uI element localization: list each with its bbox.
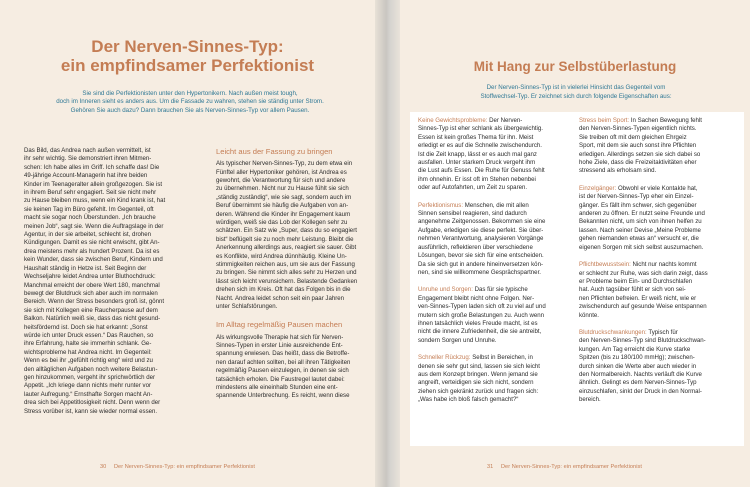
property-text: Engagement bleibt nicht ohne Folgen. Ner-	[418, 294, 535, 302]
text-line	[418, 167, 578, 175]
property-text: er Probleme beim Ein- und Durchschlafen	[579, 277, 693, 285]
text-line	[418, 303, 578, 311]
text-line	[579, 185, 739, 193]
text-line	[579, 218, 739, 226]
property-text: stressend als erholsam sind.	[579, 167, 657, 175]
property-text: gänger. Es fällt ihm schwer, sich gegenüber	[579, 201, 697, 209]
property-block	[579, 329, 739, 405]
text-line: 49-jährige Account-Managerin hat ihre beiden	[24, 172, 148, 180]
text-line	[418, 337, 578, 345]
property-text: lassen. Nach seiner Devise „Meine Probleme	[579, 226, 701, 234]
text-line: „ständig zuständig“, wie sie sagt, sondern auch im	[216, 193, 352, 201]
text-line	[579, 117, 739, 125]
text-line	[579, 354, 739, 362]
text-line	[579, 346, 739, 354]
text-line	[418, 142, 578, 150]
text-line: Das Bild, das Andrea nach außen vermittelt, ist	[24, 147, 151, 154]
property-block	[418, 117, 578, 193]
property-keyword: Blutdruckschwankungen:	[579, 328, 647, 336]
text-line: Appetit. „Ich kriege dann nichts mehr runter vor	[24, 382, 152, 390]
property-text: ven-Sinnes-Typen laden sich oft zu viel auf und	[418, 303, 546, 311]
property-text: Das für sie typische	[472, 286, 528, 294]
text-line: lässt sich leicht verunsichern. Belastende Gedanken	[216, 277, 358, 285]
right-page-footer	[487, 464, 642, 470]
property-text: ihm ohnehin. Er isst oft im Stehen nebenbei	[418, 175, 536, 183]
property-text: Der Nerven-	[487, 117, 523, 124]
text-line	[418, 117, 578, 125]
text-line	[579, 371, 739, 379]
text-line: ihr sehr wichtig. Sie demonstriert ihren Mitmen-	[24, 155, 152, 163]
left-page-lead	[14, 90, 366, 115]
running-footer: Der Nerven-Sinnes-Typ: ein empfindsamer Perfektionist	[113, 464, 255, 470]
text-line	[579, 210, 739, 218]
text-line	[579, 270, 739, 278]
property-text: Da sie sich gut in andere hineinversetzen kön-	[418, 260, 543, 268]
text-line: würdigen, weiß sie das Lob der Kollegen sehr zu	[216, 218, 348, 226]
property-text: Sinnes-Typ ist eher schlank als übergewichtig.	[418, 125, 543, 133]
property-text: er schlecht zur Ruhe, was sich darin zeigt, dass	[579, 269, 708, 277]
text-line: den alltäglichen Aufgaben noch weitere Belastun-	[24, 365, 158, 373]
text-line: drea sich bei Appetitlosigkeit nicht. Denn wenn der	[24, 399, 161, 407]
text-line	[579, 286, 739, 294]
lead-line: Gehören Sie auch dazu? Dann brauchen Sie als Nerven-Sinnes-Typ vor allem Pausen.	[70, 106, 310, 114]
property-text: durch sinken die Werte aber auch wieder in	[579, 362, 697, 370]
text-line: drea meistens mehr als hundert Prozent. Da ist es	[24, 247, 160, 255]
property-text: Spitzen (bis zu 180/100 mmHg); zwischen-	[579, 354, 695, 362]
text-line: sie keinen Tag im Büro gefehlt. Im Gegenteil, oft	[24, 205, 154, 213]
text-line: gen hinzukommen, vergeht ihr sprichwörtlich der	[24, 373, 156, 381]
text-line	[418, 363, 578, 371]
text-line: schätzen. Ein Satz wie „Super, dass du so engagiert	[216, 227, 357, 235]
text-line	[418, 159, 578, 167]
text-line	[418, 295, 578, 303]
paragraph-fassung	[216, 160, 376, 311]
text-line: Wechseljahre leidet Andrea unter Bluthochdruck:	[24, 273, 156, 281]
property-text: ähnlich. Gelingt es dem Nerven-Sinnes-Typ	[579, 379, 697, 387]
text-line	[579, 261, 739, 269]
text-line	[579, 278, 739, 286]
property-text: Lösungen, bevor sie sich für eine entscheiden.	[418, 252, 544, 260]
text-line	[579, 379, 739, 387]
text-line	[418, 312, 578, 320]
text-line	[579, 363, 739, 371]
right-column-2	[579, 117, 739, 414]
property-text: Nicht nur nachts kommt	[630, 261, 697, 269]
running-footer: Der Nerven-Sinnes-Typ: ein empfindsamer Perfektionist	[500, 464, 642, 470]
property-keyword: Perfektionismus:	[418, 201, 464, 209]
property-keyword: Einzelgänger:	[579, 184, 617, 192]
text-line	[579, 329, 739, 337]
text-line: Als typischer Nerven-Sinnes-Typ, zu dem etwa ein	[216, 160, 353, 168]
text-line: spannende Unterbrechung. Es reicht, wenn diese	[216, 392, 350, 400]
property-text: erledigt er es auf die Schnelle zwischendurch.	[418, 142, 542, 150]
property-text: erledigen. Allerdings setzen sie sich dabei so	[579, 150, 701, 158]
text-line: kein Wunder, dass sie zwischen Beruf, Kindern und	[24, 256, 163, 264]
text-line	[579, 303, 739, 311]
text-line: Kündigungen. Damit es sie nicht erwischt, gibt An-	[24, 239, 160, 247]
text-line: Balkon. Natürlich weiß sie, dass das nicht gesund-	[24, 315, 161, 323]
property-text: oder auf Autofahrten, um Zeit zu sparen.	[418, 184, 528, 192]
text-line	[579, 312, 739, 320]
property-text: den Normalbereich. Nachts verläuft die Kurve	[579, 370, 702, 378]
text-line: schen: Ich habe alles im Griff. Ich schaffe das! Die	[24, 163, 160, 171]
property-keyword: Schneller Rückzug:	[418, 354, 471, 362]
text-line: Sinnes-Typen in erster Linie ausreichende Ent-	[216, 341, 343, 349]
text-line	[579, 125, 739, 133]
text-line: Als wirkungsvolle Therapie hat sich für Nerven-	[216, 333, 344, 341]
property-text: Aufgabe, erledigen sie diese perfekt. Sie über-	[418, 226, 544, 234]
property-text: „Was habe ich bloß falsch gemacht?“	[418, 396, 519, 404]
text-line: sie sich mit Kollegen eine Raucherpause auf dem	[24, 306, 158, 314]
right-page-title: Mit Hang zur Selbstüberlastung	[473, 59, 677, 74]
property-text: gehen niemanden etwas an“ versucht er, die	[579, 235, 699, 243]
property-text: Sie treiben oft mit dem gleichen Ehrgeiz	[579, 133, 687, 141]
text-line: lauter Aufregung.“ Ernsthafte Sorgen macht An-	[24, 390, 153, 398]
text-line: Wenn es bei ihr „gefühlt richtig eng“ wird und zu	[24, 357, 153, 365]
property-keyword: Stress beim Sport:	[579, 117, 630, 124]
text-line: es Konflikte, wird Andrea dünnhäutig. Kleine Un-	[216, 252, 347, 260]
property-block	[418, 286, 578, 345]
text-line	[418, 261, 578, 269]
left-title-line2: ein empfindsamer Perfektionist	[60, 55, 315, 75]
text-line: heitsfördernd ist. Doch sie hat erkannt: „Sonst	[24, 323, 148, 331]
text-line: Kinder im Teenageralter allein großgezogen. Sie ist	[24, 180, 163, 188]
text-line: bewegt der Blutdruck sich aber auch im normalen	[24, 289, 158, 297]
property-text: mutern sich große Belastungen zu. Auch wenn	[418, 311, 545, 319]
subheading-pausen: Im Alltag regelmäßig Pausen machen	[216, 320, 343, 330]
property-text: zwischendurch auf gesunde Weise entspannen	[579, 303, 707, 311]
property-text: nehmen Verantwortung, analysieren Vorgänge	[418, 235, 544, 243]
text-line: stimmigkeiten reichen aus, um sie aus der Fassung	[216, 260, 355, 268]
text-line	[418, 134, 578, 142]
text-line	[418, 218, 578, 226]
text-line: unter Schlafstörungen.	[216, 303, 278, 311]
property-block	[418, 354, 578, 404]
page-number: 31	[487, 464, 494, 470]
property-text: anderen zu öffnen. Er nutzt seine Freunde und	[579, 210, 705, 218]
text-line	[579, 337, 739, 345]
text-line	[579, 396, 739, 404]
property-block	[579, 185, 739, 252]
property-text: nen Pflichten befreien. Er weiß nicht, wie er	[579, 294, 697, 302]
text-line	[579, 227, 739, 235]
lead-line: Stoffwechsel-Typ. Er zeichnet sich durch folgende Eigenschaften aus:	[480, 92, 672, 100]
text-line	[579, 134, 739, 142]
right-page-lead	[408, 84, 744, 101]
property-text: Sport, mit dem sie auch sonst ihre Pflichten	[579, 142, 697, 150]
property-text: einzuschlafen, sinkt der Druck in den Normal-	[579, 387, 702, 395]
property-text: Selbst in Bereichen, in	[470, 354, 533, 362]
text-line: bist“ beflügelt sie zu noch mehr Leistung. Bleibt die	[216, 235, 354, 243]
property-text: denen sie sehr gut sind, lassen sie sich leicht	[418, 362, 540, 370]
text-line: nen darauf achten sollten, bei all ihren Tätigkeiten	[216, 358, 351, 366]
text-line	[418, 328, 578, 336]
text-line	[418, 176, 578, 184]
text-line: Beruf übernimmt sie häufig die Aufgaben von an-	[216, 202, 349, 210]
text-line	[418, 252, 578, 260]
text-line: zu übernehmen. Nicht nur zu Hause fühlt sie sich	[216, 185, 349, 193]
property-text: ihnen tatsächlich vieles Freude macht, ist es	[418, 319, 538, 327]
text-line	[418, 244, 578, 252]
property-text: hohe Ziele, dass die Freizeitaktivitäten eher	[579, 159, 697, 167]
text-line: deren. Während die Kinder ihr Engagement kaum	[216, 210, 351, 218]
lead-line: Sie sind die Perfektionisten unter den Hypertonikern. Nach außen meist tough,	[82, 90, 298, 97]
text-line	[418, 396, 578, 404]
text-line: Nacht. Andrea leidet schon seit ein paar Jahren	[216, 294, 345, 302]
text-line	[579, 202, 739, 210]
property-text: nicht die innere Zufriedenheit, die sie antreibt,	[418, 328, 542, 336]
text-line	[418, 371, 578, 379]
text-line: spannung erwiesen. Das heißt, dass die Betroffe-	[216, 350, 350, 358]
text-line	[579, 235, 739, 243]
text-line	[418, 388, 578, 396]
property-text: Obwohl er viele Kontakte hat,	[616, 184, 698, 192]
left-page-title	[0, 38, 375, 75]
property-text: Bekannten nicht, um sich von ihnen helfen zu	[579, 218, 702, 226]
text-line	[418, 202, 578, 210]
text-line	[579, 193, 739, 201]
text-line: Haushalt ständig in Hetze ist. Seit Beginn der	[24, 264, 147, 272]
text-line: würde ich unter Druck essen.“ Das Rauchen, so	[24, 331, 154, 339]
lead-line: Der Nerven-Sinnes-Typ ist in vielerlei Hinsicht das Gegenteil vom	[486, 84, 666, 91]
left-title-line1: Der Nerven-Sinnes-Typ:	[91, 37, 284, 56]
text-line: Manchmal erreicht der obere Wert 180, manchmal	[24, 281, 160, 289]
text-line: wichtsprobleme hat Andrea nicht. Im Gegenteil:	[24, 348, 152, 356]
text-line: Stress vorüber ist, kann sie wieder normal essen.	[24, 407, 158, 415]
left-column-2	[216, 147, 376, 401]
text-line	[579, 388, 739, 396]
property-text: Menschen, die mit allen	[463, 201, 529, 209]
text-line	[418, 125, 578, 133]
property-text: eigenen Sorgen mit sich selbst auszumachen.	[579, 243, 704, 251]
property-text: Essen ist kein großes Thema für ihn. Meist	[418, 133, 534, 141]
text-line	[579, 244, 739, 252]
text-line: Agentur, in der sie arbeitet, schlecht ist, drohen	[24, 231, 152, 239]
text-line	[418, 227, 578, 235]
text-line: Bereich. Wenn der Stress besonders groß ist, gönnt	[24, 298, 165, 306]
text-line: Fünftel aller Hypertoniker gehören, ist Andrea es	[216, 168, 347, 176]
text-line: gewohnt, die Verantwortung für sich und andere	[216, 176, 346, 184]
text-line	[579, 167, 739, 175]
property-text: In Sachen Bewegung fehlt	[629, 117, 702, 124]
property-text: ausfallen. Unter starkem Druck vergeht ihm	[418, 159, 536, 167]
text-line	[418, 269, 578, 277]
left-page-footer	[100, 464, 255, 470]
text-line: zu Hause bleiben muss, wenn ein Kind krank ist, hat	[24, 197, 166, 205]
text-line: zu bringen. Sie nimmt sich alles sehr zu Herzen und	[216, 269, 357, 277]
lead-line: doch im Inneren sieht es anders aus. Um die Fassade zu wahren, stehen sie ständig unter Strom.	[56, 98, 324, 106]
text-line	[418, 151, 578, 159]
property-block	[579, 261, 739, 320]
property-text: hat. Auch tagsüber fühlt er sich von sei-	[579, 286, 686, 294]
text-line: meinen Job“, sagt sie. Wenn die Auftragslage in der	[24, 222, 164, 230]
property-block	[579, 117, 739, 176]
text-line: regelmäßig Pausen einzulegen, in denen sie sich	[216, 367, 349, 375]
property-text: sondern Sorgen und Unruhe.	[418, 336, 497, 344]
text-line	[418, 210, 578, 218]
text-line	[418, 320, 578, 328]
property-text: Ist die Zeit knapp, lässt er es auch mal ganz	[418, 150, 537, 158]
page-number: 30	[100, 464, 107, 470]
property-text: ist der Nerven-Sinnes-Typ eher ein Einzel-	[579, 193, 694, 201]
text-line	[418, 286, 578, 294]
property-text: könnte.	[579, 311, 599, 319]
left-column-1	[24, 147, 194, 416]
text-line	[418, 354, 578, 362]
text-line	[579, 151, 739, 159]
text-line: tatsächlich erholen. Die Faustregel lautet dabei:	[216, 375, 345, 383]
property-text: angreift, verteidigen sie sich nicht, sondern	[418, 379, 534, 387]
property-text: nen, sind sie willkommene Gesprächspartner.	[418, 268, 541, 276]
text-line: drehen sich im Kreis. Oft hat das Folgen bis in die	[216, 286, 351, 294]
text-line	[418, 184, 578, 192]
property-text: den Nerven-Sinnes-Typen eigentlich nichts.	[579, 125, 697, 133]
text-line	[579, 295, 739, 303]
property-text: bereich.	[579, 396, 601, 404]
text-line	[579, 159, 739, 167]
property-block	[418, 202, 578, 278]
right-column-1	[418, 117, 578, 414]
property-keyword: Pflichtbewusstsein:	[579, 261, 631, 269]
property-text: Sinnen sensibel reagieren, sind dadurch	[418, 210, 527, 218]
property-text: aus dem Konzept bringen. Wenn jemand sie	[418, 370, 538, 378]
text-line	[418, 235, 578, 243]
text-line	[579, 142, 739, 150]
text-line: mindestens alle eineinhalb Stunden eine ent-	[216, 383, 338, 391]
text-line: Anerkennung allerdings aus, reagiert sie sauer. Gibt	[216, 244, 357, 252]
book-gutter	[375, 0, 400, 487]
property-text: ziehen sich gekränkt zurück und fragen sich:	[418, 387, 539, 395]
property-text: ausführlich, reflektieren über verschiedene	[418, 243, 533, 251]
property-text: die Lust aufs Essen. Die Ruhe für Genuss fehlt	[418, 167, 545, 175]
property-text: den Nerven-Sinnes-Typ sind Blutdruckschwan-	[579, 337, 706, 345]
property-keyword: Unruhe und Sorgen:	[418, 286, 473, 294]
property-text: angenehme Zeitgenossen. Bekommen sie eine	[418, 218, 546, 226]
text-line: macht sie sogar noch Überstunden. „Ich brauche	[24, 214, 156, 222]
property-keyword: Keine Gewichtsprobleme:	[418, 117, 488, 124]
text-line: ihre Erfahrung, halte sie immerhin schlank. Ge-	[24, 340, 152, 348]
text-line	[418, 379, 578, 387]
property-text: Typisch für	[646, 328, 678, 336]
property-text: kungen. Am Tag erreicht die Kurve starke	[579, 345, 691, 353]
paragraph-pausen	[216, 334, 376, 401]
text-line: in ihrem Beruf sehr engagiert. Seit sie nicht mehr	[24, 189, 157, 197]
subheading-fassung: Leicht aus der Fassung zu bringen	[216, 147, 333, 156]
